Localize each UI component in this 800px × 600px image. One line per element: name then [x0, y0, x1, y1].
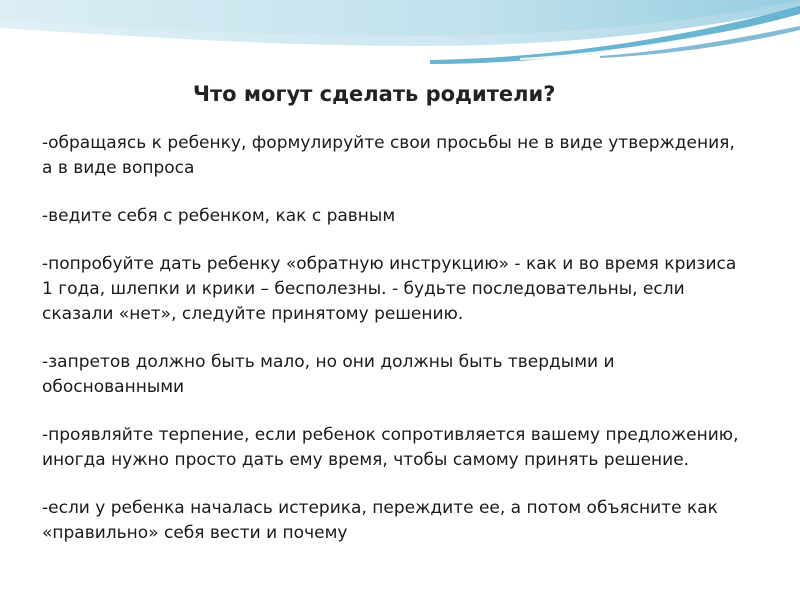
slide-title: Что могут сделать родители?: [193, 82, 556, 106]
paragraph-reverse-instruction: -попробуйте дать ребенку «обратную инструкцию» - как и во время кризиса 1 года, шлепки и крики – бесполезны. - будьте последовательны, если сказали «нет», следуйте принятому решению.: [42, 254, 737, 324]
header-wave-decoration: [0, 0, 800, 70]
slide-body: [42, 131, 742, 569]
paragraph-prohibitions: -запретов должно быть мало, но они должны быть твердыми и обоснованными: [42, 352, 615, 397]
paragraph-patience: -проявляйте терпение, если ребенок сопротивляется вашему предложению, иногда нужно просто дать ему время, чтобы самому принять решение.: [42, 425, 739, 470]
paragraph-questions: -обращаясь к ребенку, формулируйте свои просьбы не в виде утверждения, а в виде вопроса: [42, 133, 735, 178]
paragraph-tantrum: -если у ребенка началась истерика, переждите ее, а потом объясните как «правильно» себя вести и почему: [42, 498, 718, 543]
paragraph-equal: -ведите себя с ребенком, как с равным: [42, 206, 396, 226]
